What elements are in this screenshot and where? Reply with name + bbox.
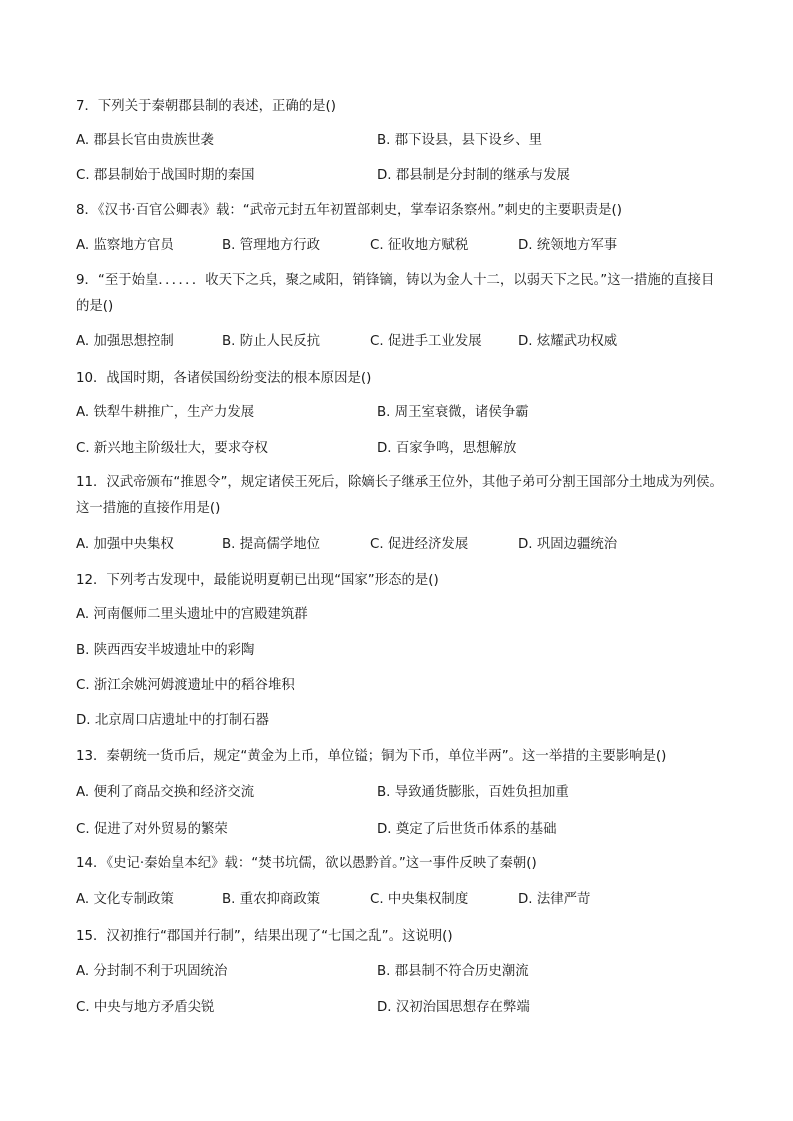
option-a: A. 文化专制政策 (76, 892, 174, 907)
option-c: C. 促进经济发展 (370, 537, 469, 552)
option-d: D. 法律严苛 (518, 892, 591, 907)
option-d: D. 北京周口店遗址中的打制石器 (76, 713, 269, 728)
option-b: B. 防止人民反抗 (222, 334, 321, 349)
option-a: A. 郡县长官由贵族世袭 (76, 133, 214, 148)
option-c: C. 促进手工业发展 (370, 334, 482, 349)
option-d: D. 百家争鸣，思想解放 (377, 441, 517, 456)
question-stem: 10．战国时期，各诸侯国纷纷变法的根本原因是() (76, 371, 372, 386)
question-15 (76, 924, 726, 950)
option-b: B. 周王室衰微，诸侯争霸 (377, 405, 529, 420)
question-12 (76, 568, 726, 594)
question-8 (76, 198, 726, 224)
option-b: B. 管理地方行政 (222, 238, 321, 253)
option-c: C. 征收地方赋税 (370, 238, 469, 253)
option-d: D. 统领地方军事 (518, 238, 618, 253)
question-stem: 13．秦朝统一货币后，规定“黄金为上币，单位镒；铜为下币，单位半两”。这一举措的主要影响是() (76, 749, 667, 764)
option-b: B. 导致通货膨胀，百姓负担加重 (377, 785, 569, 800)
option-c: C. 中央与地方矛盾尖锐 (76, 1000, 215, 1015)
question-stem: 9．“至于始皇．．．．．．收天下之兵，聚之咸阳，销锋镝，铸以为金人十二，以弱天下之民。”这一措施的直接目的是() (76, 273, 715, 314)
question-stem: 12．下列考古发现中，最能说明夏朝已出现“国家”形态的是() (76, 573, 439, 588)
question-stem: 11．汉武帝颁布“推恩令”，规定诸侯王死后，除嫡长子继承王位外，其他子弟可分割王国部分土地成为列侯。这一措施的直接作用是() (76, 475, 723, 516)
question-stem: 8．《汉书·百官公卿表》载：“武帝元封五年初置部刺史，掌奉诏条察州。”刺史的主要职责是() (76, 203, 622, 218)
question-stem: 7．下列关于秦朝郡县制的表述，正确的是() (76, 99, 336, 114)
question-7 (76, 94, 726, 120)
option-a: A. 河南偃师二里头遗址中的宫殿建筑群 (76, 607, 308, 622)
question-11 (76, 470, 726, 522)
option-a: A. 加强思想控制 (76, 334, 174, 349)
option-d: D. 巩固边疆统治 (518, 537, 618, 552)
option-b: B. 郡下设县，县下设乡、里 (377, 133, 542, 148)
option-a: A. 分封制不利于巩固统治 (76, 964, 228, 979)
option-c: C. 浙江余姚河姆渡遗址中的稻谷堆积 (76, 678, 295, 693)
question-10 (76, 366, 726, 392)
option-d: D. 奠定了后世货币体系的基础 (377, 822, 557, 837)
option-a: A. 便利了商品交换和经济交流 (76, 785, 255, 800)
option-a: A. 铁犁牛耕推广，生产力发展 (76, 405, 255, 420)
question-stem: 15．汉初推行“郡国并行制”，结果出现了“七国之乱”。这说明() (76, 929, 453, 944)
option-d: D. 汉初治国思想存在弊端 (377, 1000, 530, 1015)
option-c: C. 新兴地主阶级壮大，要求夺权 (76, 441, 268, 456)
option-d: D. 郡县制是分封制的继承与发展 (377, 168, 570, 183)
option-b: B. 重农抑商政策 (222, 892, 321, 907)
option-b: B. 陕西西安半坡遗址中的彩陶 (76, 643, 255, 658)
option-c: C. 郡县制始于战国时期的秦国 (76, 168, 255, 183)
option-b: B. 郡县制不符合历史潮流 (377, 964, 529, 979)
question-13 (76, 744, 726, 770)
question-9 (76, 268, 726, 320)
option-d: D. 炫耀武功权威 (518, 334, 618, 349)
option-b: B. 提高儒学地位 (222, 537, 321, 552)
option-a: A. 监察地方官员 (76, 238, 174, 253)
question-stem: 14．《史记·秦始皇本纪》载：“焚书坑儒，欲以愚黔首。”这一事件反映了秦朝() (76, 856, 537, 871)
option-c: C. 促进了对外贸易的繁荣 (76, 822, 228, 837)
option-c: C. 中央集权制度 (370, 892, 469, 907)
question-14 (76, 851, 726, 877)
option-a: A. 加强中央集权 (76, 537, 174, 552)
